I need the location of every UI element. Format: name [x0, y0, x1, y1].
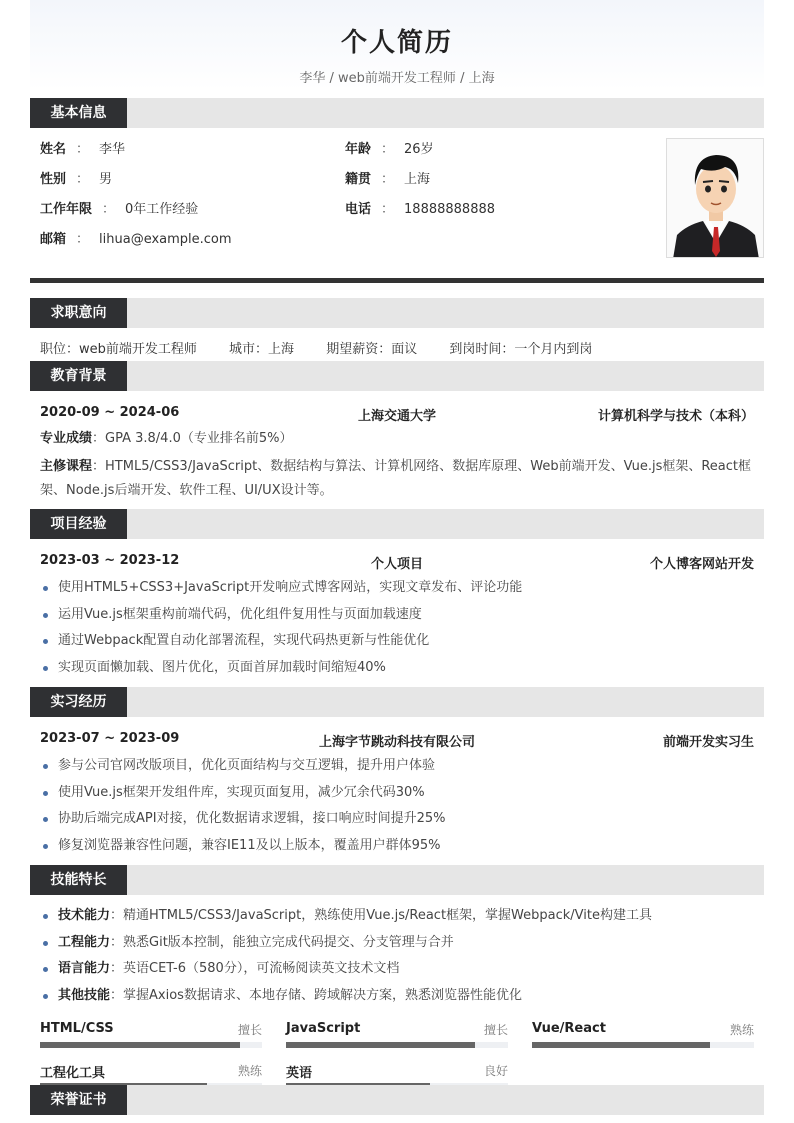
field-value: 上海	[404, 172, 431, 187]
avatar	[666, 138, 764, 258]
section-skills	[30, 865, 764, 895]
section-intent	[30, 298, 764, 328]
list-item: 其他技能：掌握Axios数据请求、本地存储、跨域解决方案，熟悉浏览器性能优化	[40, 983, 764, 1010]
section-title: 实习经历	[30, 687, 127, 717]
internship-period: 2023-07 ~ 2023-09	[40, 731, 180, 746]
field-label: 电话	[345, 202, 372, 217]
list-item: 运用Vue.js框架重构前端代码，优化组件复用性与页面加载速度	[40, 602, 764, 629]
list-item: 协助后端完成API对接，优化数据请求逻辑，接口响应时间提升25%	[40, 806, 764, 833]
skill-name: JavaScript	[286, 1021, 361, 1036]
basic-info	[30, 128, 764, 274]
internship-list	[30, 753, 764, 859]
intent-city: 城市：上海	[229, 342, 295, 357]
field-label: 籍贯	[345, 172, 372, 187]
project-list	[30, 575, 764, 681]
resume-header	[30, 0, 764, 90]
section-title: 技能特长	[30, 865, 127, 895]
list-item: 修复浏览器兼容性问题，兼容IE11及以上版本，覆盖用户群体95%	[40, 833, 764, 860]
field-label: 工作年限	[40, 202, 93, 217]
project-header	[30, 545, 764, 575]
field-email: 邮箱 ： lihua@example.com	[40, 228, 232, 247]
education-header	[30, 397, 764, 427]
section-title: 荣誉证书	[30, 1085, 127, 1115]
field-value: 26岁	[404, 142, 434, 157]
internship-company: 上海字节跳动科技有限公司	[318, 735, 475, 750]
skill-name: Vue/React	[532, 1021, 606, 1036]
internship-role: 前端开发实习生	[662, 735, 754, 750]
field-age: 年龄 ： 26岁	[345, 138, 434, 157]
field-years: 工作年限 ： 0年工作经验	[40, 198, 198, 217]
skill-level: 熟练	[729, 1023, 754, 1037]
section-title: 项目经验	[30, 509, 127, 539]
field-value: 0年工作经验	[125, 202, 199, 217]
skills-list	[30, 903, 764, 1009]
skill-track	[532, 1042, 754, 1048]
skill-level: 良好	[483, 1064, 508, 1078]
section-internship	[30, 687, 764, 717]
education-major: 计算机科学与技术（本科）	[597, 409, 754, 424]
skill-level: 擅长	[237, 1023, 262, 1037]
list-item: 使用Vue.js框架开发组件库，实现页面复用，减少冗余代码30%	[40, 780, 764, 807]
section-title: 基本信息	[30, 98, 127, 128]
field-phone: 电话 ： 18888888888	[345, 198, 495, 217]
skill-bar	[532, 1021, 754, 1036]
section-title: 教育背景	[30, 361, 127, 391]
internship-header	[30, 723, 764, 753]
project-name: 个人博客网站开发	[649, 557, 754, 572]
education-courses: 主修课程：HTML5/CSS3/JavaScript、数据结构与算法、计算机网络、数据库原理、Web前端开发、Vue.js框架、React框架、Node.js后端开发、软件工程、UI/UX设计等。	[40, 459, 752, 498]
list-item: 通过Webpack配置自动化部署流程，实现代码热更新与性能优化	[40, 628, 764, 655]
field-value: 男	[99, 172, 113, 187]
skill-track	[286, 1042, 508, 1048]
intent-arrival: 到岗时间：一个月内到岗	[449, 342, 593, 357]
field-value: 18888888888	[404, 202, 496, 217]
list-item: 工程能力：熟悉Git版本控制，能独立完成代码提交、分支管理与合并	[40, 930, 764, 957]
skill-level: 熟练	[237, 1064, 262, 1078]
field-label: 姓名	[40, 142, 67, 157]
skill-bar	[40, 1021, 262, 1036]
resume-page	[30, 0, 764, 1123]
intent-salary: 期望薪资：面议	[326, 342, 418, 357]
list-item: 语言能力：英语CET-6（580分），可流畅阅读英文技术文档	[40, 956, 764, 983]
section-honors	[30, 1085, 764, 1115]
section-basic	[30, 98, 764, 128]
skill-fill	[532, 1042, 710, 1048]
list-item: 参与公司官网改版项目，优化页面结构与交互逻辑，提升用户体验	[40, 753, 764, 780]
skill-fill	[40, 1042, 240, 1048]
field-name: 姓名 ： 李华	[40, 138, 125, 157]
field-gender: 性别 ： 男	[40, 168, 112, 187]
field-label: 邮箱	[40, 232, 67, 247]
skill-level: 擅长	[483, 1023, 508, 1037]
intent-position: 职位：web前端开发工程师	[40, 342, 197, 357]
skill-name: 英语	[286, 1066, 313, 1081]
field-value: 李华	[99, 142, 126, 157]
section-projects	[30, 509, 764, 539]
page-title: 个人简历	[340, 28, 453, 58]
project-type: 个人项目	[370, 557, 423, 572]
skill-bar	[286, 1021, 508, 1036]
education-score: 专业成绩：GPA 3.8/4.0（专业排名前5%）	[40, 431, 293, 446]
skill-track	[40, 1042, 262, 1048]
field-label: 年龄	[345, 142, 372, 157]
list-item: 使用HTML5+CSS3+JavaScript开发响应式博客网站，实现文章发布、评论功能	[40, 575, 764, 602]
section-education	[30, 361, 764, 391]
page-subtitle: 李华 / web前端开发工程师 / 上海	[299, 71, 495, 86]
skill-name: 工程化工具	[40, 1066, 106, 1081]
skill-fill	[286, 1042, 475, 1048]
section-title: 求职意向	[30, 298, 127, 328]
divider	[30, 278, 764, 283]
field-label: 性别	[40, 172, 67, 187]
field-hometown: 籍贯 ： 上海	[345, 168, 430, 187]
project-period: 2023-03 ~ 2023-12	[40, 553, 180, 568]
field-value: lihua@example.com	[99, 232, 232, 247]
education-period: 2020-09 ~ 2024-06	[40, 405, 180, 420]
skill-bar	[40, 1062, 262, 1081]
list-item: 技术能力：精通HTML5/CSS3/JavaScript，熟练使用Vue.js/React框架，掌握Webpack/Vite构建工具	[40, 903, 764, 930]
skill-bar	[286, 1062, 508, 1081]
job-intent	[30, 335, 764, 361]
list-item: 实现页面懒加载、图片优化，页面首屏加载时间缩短40%	[40, 655, 764, 682]
education-school: 上海交通大学	[357, 409, 436, 424]
skill-name: HTML/CSS	[40, 1021, 114, 1036]
